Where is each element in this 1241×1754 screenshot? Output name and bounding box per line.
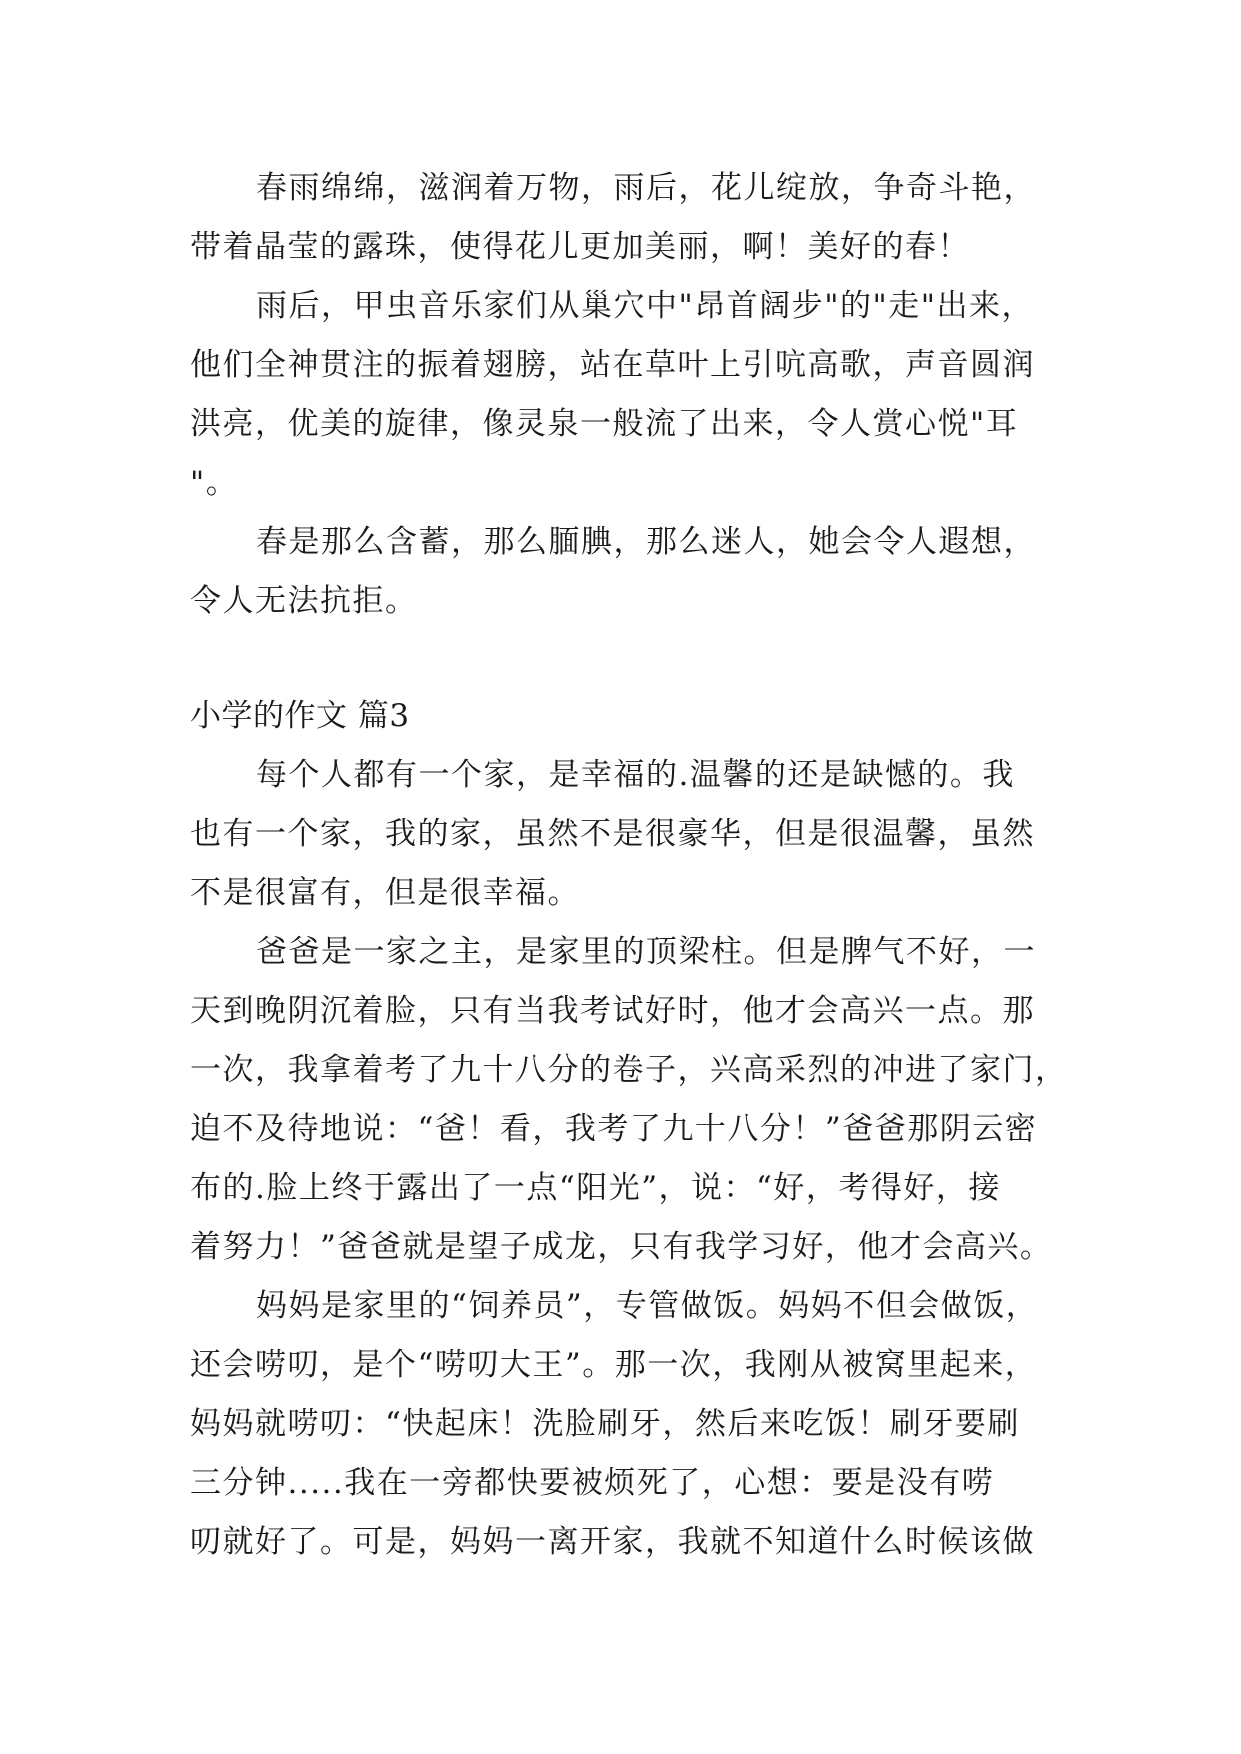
paragraph-line: 他们全神贯注的振着翅膀，站在草叶上引吭高歌，声音圆润 [190, 347, 1035, 383]
paragraph-line: 妈妈是家里的“饲养员”，专管做饭。妈妈不但会做饭， [256, 1288, 1039, 1324]
paragraph-line: 雨后，甲虫音乐家们从巢穴中"昂首阔步"的"走"出来， [256, 288, 1035, 324]
paragraph-line: 令人无法抗拒。 [190, 583, 418, 619]
paragraph-line: 不是很富有，但是很幸福。 [190, 875, 580, 911]
paragraph-line: 带着晶莹的露珠，使得花儿更加美丽，啊！美好的春！ [190, 229, 970, 265]
paragraph-line: 春是那么含蓄，那么腼腆，那么迷人，她会令人遐想， [256, 524, 1036, 560]
paragraph-line: 爸爸是一家之主，是家里的顶梁柱。但是脾气不好，一 [256, 934, 1036, 970]
paragraph-line: 天到晚阴沉着脸，只有当我考试好时，他才会高兴一点。那 [190, 993, 1035, 1029]
paragraph-line: 三分钟.....我在一旁都快要被烦死了，心想：要是没有唠 [190, 1465, 995, 1501]
paragraph-line: 春雨绵绵，滋润着万物，雨后，花儿绽放，争奇斗艳， [256, 170, 1036, 206]
paragraph-line: 洪亮，优美的旋律，像灵泉一般流了出来，令人赏心悦"耳 [190, 406, 1019, 442]
paragraph-line: 叨就好了。可是，妈妈一离开家，我就不知道什么时候该做 [190, 1524, 1035, 1560]
section-title: 小学的作文 篇3 [190, 698, 410, 734]
paragraph-line: 每个人都有一个家，是幸福的.温馨的还是缺憾的。我 [256, 757, 1015, 793]
paragraph-line: 着努力！”爸爸就是望子成龙，只有我学习好，他才会高兴。 [190, 1229, 1053, 1265]
paragraph-line: 布的.脸上终于露出了一点“阳光”，说：“好，考得好，接 [190, 1170, 1001, 1206]
paragraph-line: 妈妈就唠叨：“快起床！洗脸刷牙，然后来吃饭！刷牙要刷 [190, 1406, 1020, 1442]
paragraph-line: 还会唠叨，是个“唠叨大王”。那一次，我刚从被窝里起来， [190, 1347, 1038, 1383]
paragraph-line: 也有一个家，我的家，虽然不是很豪华，但是很温馨，虽然 [190, 816, 1035, 852]
paragraph-line: 一次，我拿着考了九十八分的卷子，兴高采烈的冲进了家门， [190, 1052, 1068, 1088]
paragraph-line: "。 [190, 465, 239, 501]
paragraph-line: 迫不及待地说：“爸！看，我考了九十八分！”爸爸那阴云密 [190, 1111, 1038, 1147]
